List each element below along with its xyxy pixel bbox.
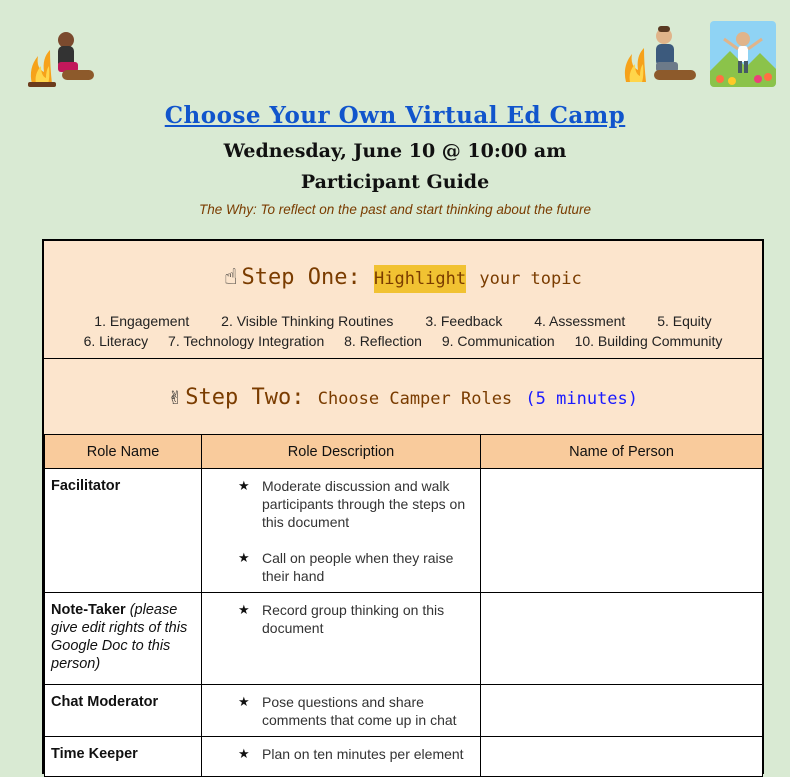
person-name-cell[interactable] bbox=[481, 469, 763, 593]
role-name-cell[interactable] bbox=[45, 593, 202, 685]
person-name-cell[interactable] bbox=[481, 593, 763, 685]
role-name: Time Keeper bbox=[51, 746, 138, 762]
peace-hand-icon: ✌ bbox=[167, 385, 182, 410]
table-header-row bbox=[45, 435, 763, 469]
pointing-hand-icon: ☝ bbox=[224, 265, 238, 290]
table-row bbox=[45, 469, 763, 593]
page-title[interactable]: Choose Your Own Virtual Ed Camp bbox=[164, 102, 626, 129]
role-name-cell[interactable] bbox=[45, 737, 202, 777]
step-two-title bbox=[44, 385, 762, 410]
role-description-cell[interactable] bbox=[202, 737, 481, 777]
step-two-time: (5 minutes) bbox=[525, 389, 639, 409]
step-one-section bbox=[44, 241, 762, 359]
topic-item[interactable]: 3. Feedback bbox=[425, 313, 503, 329]
person-name-cell[interactable] bbox=[481, 685, 763, 737]
role-description-cell[interactable] bbox=[202, 685, 481, 737]
topic-item[interactable]: 10. Building Community bbox=[574, 333, 723, 349]
role-description-cell[interactable] bbox=[202, 593, 481, 685]
role-name: Note-Taker bbox=[51, 602, 126, 618]
role-description-item: ★ Pose questions and share comments that come up in chat bbox=[238, 693, 474, 729]
role-name: Chat Moderator bbox=[51, 694, 159, 710]
topic-item[interactable]: 7. Technology Integration bbox=[168, 333, 325, 349]
role-name-cell[interactable] bbox=[45, 469, 202, 593]
topic-item[interactable]: 4. Assessment bbox=[534, 313, 626, 329]
event-date: Wednesday, June 10 @ 10:00 am bbox=[223, 140, 567, 162]
topic-item[interactable]: 5. Equity bbox=[657, 313, 712, 329]
campfire-avatar-right-icon bbox=[620, 24, 698, 88]
role-description-item: ★ Record group thinking on this document bbox=[238, 601, 474, 637]
topic-item[interactable]: 8. Reflection bbox=[344, 333, 422, 349]
role-name: Facilitator bbox=[51, 478, 121, 494]
roles-table bbox=[44, 434, 763, 777]
step-two-suffix: Choose Camper Roles bbox=[317, 389, 513, 409]
guide-panel bbox=[42, 239, 764, 774]
role-description-item: ★ Call on people when they raise their hand bbox=[238, 549, 474, 585]
highlight-word: Highlight bbox=[374, 265, 466, 293]
role-description-item: ★ Moderate discussion and walk participants through the steps on this document bbox=[238, 477, 474, 531]
table-row bbox=[45, 593, 763, 685]
profile-avatar-icon bbox=[710, 21, 776, 87]
step-one-title bbox=[44, 265, 762, 290]
step-one-prefix: Step One: bbox=[241, 265, 361, 290]
topic-item[interactable]: 6. Literacy bbox=[83, 333, 149, 349]
guide-subtitle: Participant Guide bbox=[300, 171, 490, 193]
column-header: Name of Person bbox=[481, 435, 763, 469]
step-one-suffix: your topic bbox=[479, 269, 582, 289]
topic-row-1 bbox=[44, 313, 762, 329]
column-header: Role Name bbox=[45, 435, 202, 469]
campfire-avatar-left-icon bbox=[22, 28, 94, 90]
topic-row-2 bbox=[44, 333, 762, 349]
table-row bbox=[45, 737, 763, 777]
role-description-item: ★ Plan on ten minutes per element bbox=[238, 745, 474, 763]
person-name-cell[interactable] bbox=[481, 737, 763, 777]
role-note: (please give edit rights of this Google Doc to this person) bbox=[51, 602, 188, 672]
topic-item[interactable]: 9. Communication bbox=[441, 333, 555, 349]
topic-item[interactable]: 2. Visible Thinking Routines bbox=[221, 313, 394, 329]
why-statement: The Why: To reflect on the past and start thinking about the future bbox=[199, 202, 591, 217]
role-name-cell[interactable] bbox=[45, 685, 202, 737]
column-header: Role Description bbox=[202, 435, 481, 469]
table-row bbox=[45, 685, 763, 737]
step-two-section bbox=[44, 359, 762, 435]
topic-item[interactable]: 1. Engagement bbox=[94, 313, 190, 329]
role-description-cell[interactable] bbox=[202, 469, 481, 593]
step-two-prefix: Step Two: bbox=[185, 385, 305, 410]
